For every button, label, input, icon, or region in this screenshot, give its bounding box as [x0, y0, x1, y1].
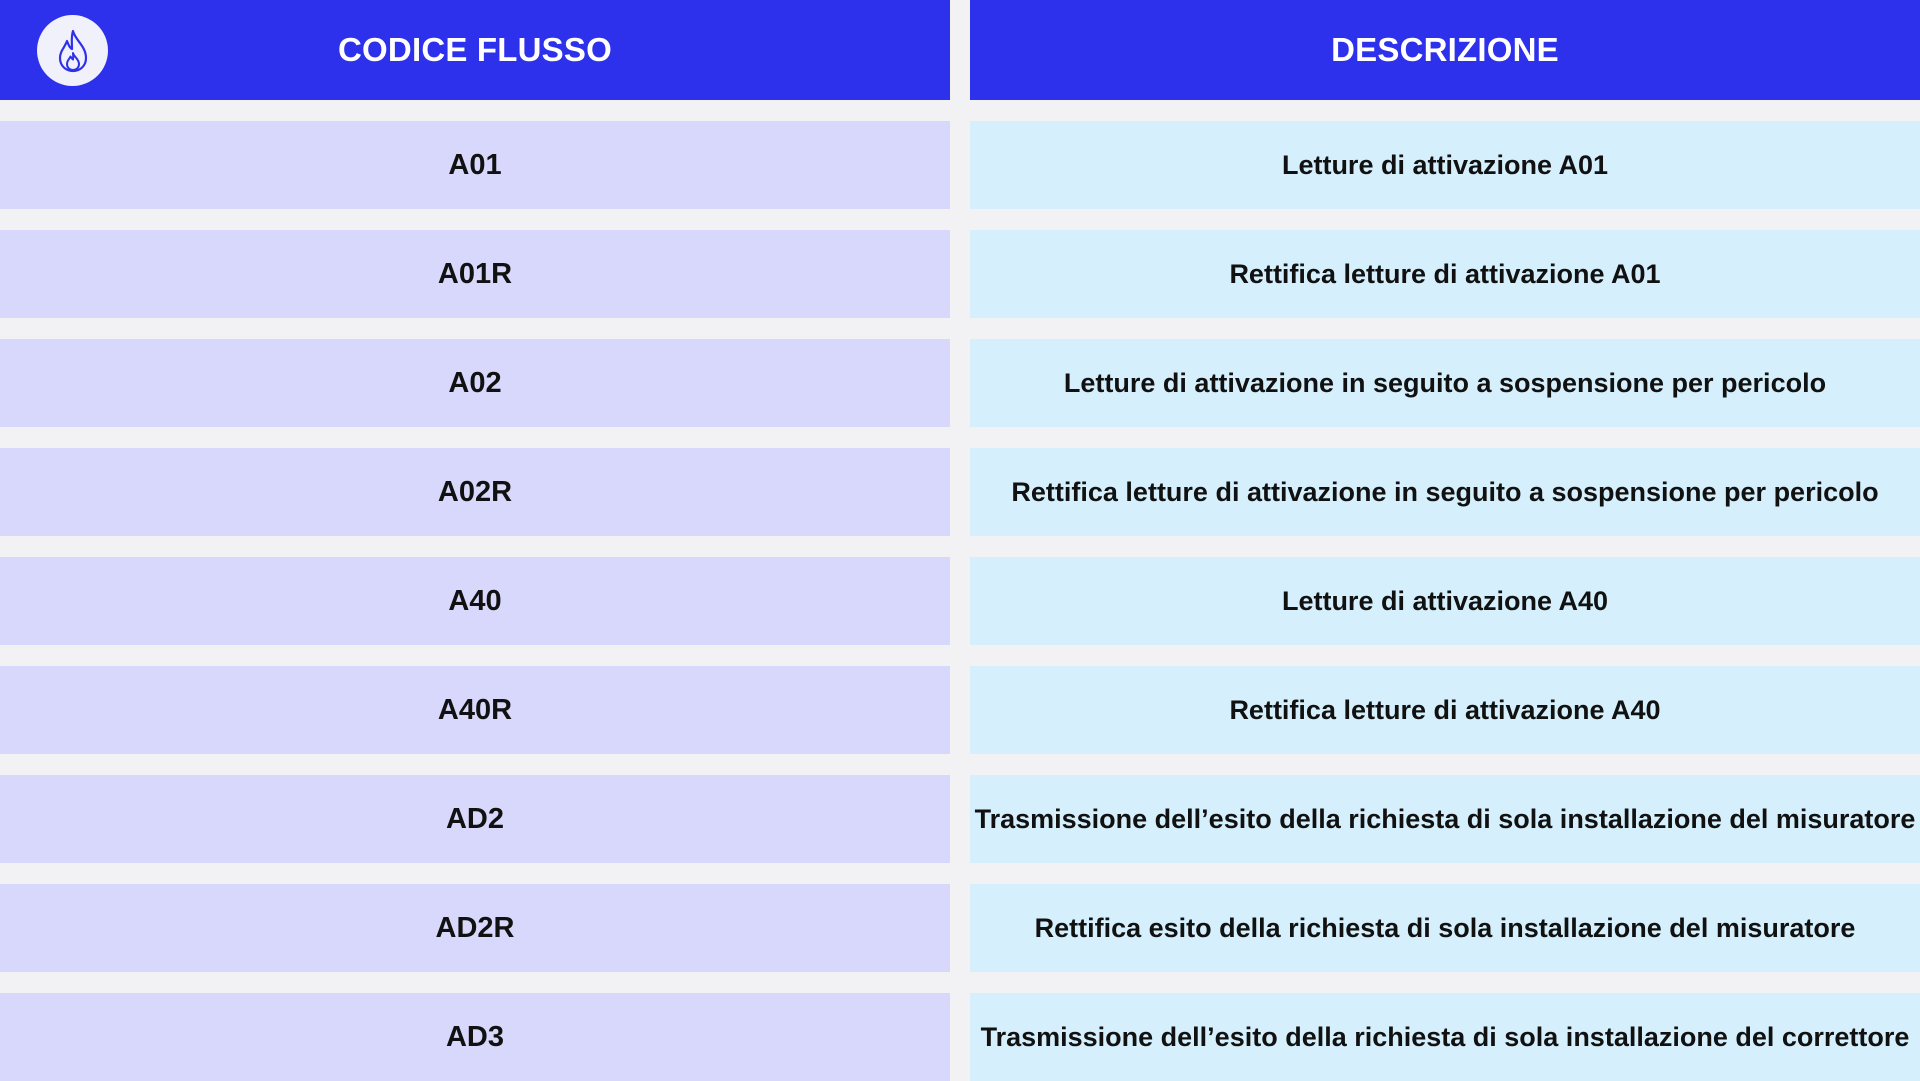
row-description: Rettifica letture di attivazione A01: [970, 230, 1920, 318]
row-code: A01R: [0, 230, 950, 318]
row-code: A02: [0, 339, 950, 427]
row-description: Rettifica letture di attivazione in seguito a sospensione per pericolo: [970, 448, 1920, 536]
row-code: AD3: [0, 993, 950, 1081]
row-description: Letture di attivazione A01: [970, 121, 1920, 209]
row-description: Rettifica esito della richiesta di sola installazione del misuratore: [970, 884, 1920, 972]
row-code: AD2R: [0, 884, 950, 972]
flame-icon: [37, 15, 108, 86]
header-description: [970, 0, 1920, 100]
row-description: Letture di attivazione A40: [970, 557, 1920, 645]
header-description-label: DESCRIZIONE: [1331, 31, 1559, 68]
row-code: A40R: [0, 666, 950, 754]
header-code: [0, 0, 950, 100]
row-code: A40: [0, 557, 950, 645]
row-code: A01: [0, 121, 950, 209]
row-code: A02R: [0, 448, 950, 536]
row-description: Trasmissione dell’esito della richiesta di sola installazione del correttore: [970, 993, 1920, 1081]
header-code-label: CODICE FLUSSO: [338, 31, 612, 68]
row-description: Trasmissione dell’esito della richiesta di sola installazione del misuratore: [970, 775, 1920, 863]
row-code: AD2: [0, 775, 950, 863]
row-description: Letture di attivazione in seguito a sospensione per pericolo: [970, 339, 1920, 427]
row-description: Rettifica letture di attivazione A40: [970, 666, 1920, 754]
